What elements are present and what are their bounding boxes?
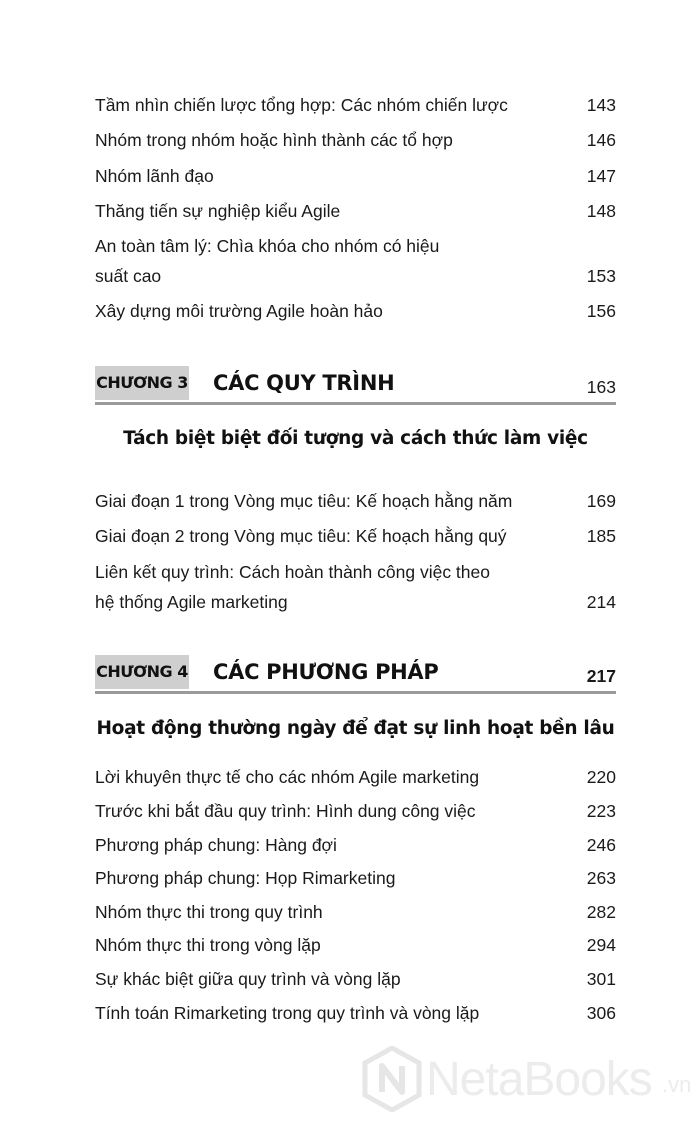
watermark-brand: NetaBooks [426,1053,652,1106]
toc-entry-page: 294 [586,935,616,955]
chapter-title: CÁC PHƯƠNG PHÁP [213,660,439,684]
toc-entry [95,897,616,927]
toc-entry-title: Xây dựng môi trường Agile hoàn hảo [95,301,383,321]
toc-entry [95,521,616,551]
toc-entry [95,231,616,291]
toc-entry-title: Trước khi bắt đầu quy trình: Hình dung công việc [95,801,476,821]
toc-entry-title: Nhóm trong nhóm hoặc hình thành các tổ hợp [95,130,453,150]
watermark-suffix: .vn [662,1072,692,1097]
toc-entry-title: Tầm nhìn chiến lược tổng hợp: Các nhóm chiến lược [95,95,508,115]
chapter-label: CHƯƠNG 3 [95,366,189,400]
toc-entry-page: 220 [586,767,616,787]
toc-entry [95,830,616,860]
netabooks-logo-icon [362,1046,422,1117]
toc-entry-page: 148 [586,201,616,221]
toc-entry-page: 301 [586,969,616,989]
toc-entry-page: 153 [586,266,616,286]
toc-entry-page: 185 [586,526,616,546]
toc-entry [95,796,616,826]
toc-entry-page: 282 [586,902,616,922]
toc-entry [95,930,616,960]
toc-entry-title: Nhóm lãnh đạo [95,166,214,186]
toc-entry-title: Phương pháp chung: Hàng đợi [95,835,337,855]
toc-entry-title: Tính toán Rimarketing trong quy trình và vòng lặp [95,1003,480,1023]
toc-entry-title: Giai đoạn 2 trong Vòng mục tiêu: Kế hoạch hằng quý [95,526,507,546]
toc-entry [95,557,616,617]
toc-entry-title: Lời khuyên thực tế cho các nhóm Agile marketing [95,767,480,787]
chapter-label: CHƯƠNG 4 [95,655,189,689]
toc-entry-title: Nhóm thực thi trong quy trình [95,902,323,922]
toc-entry-title: Giai đoạn 1 trong Vòng mục tiêu: Kế hoạch hằng năm [95,491,513,511]
toc-entry-page: 214 [586,592,616,612]
toc-entry [95,296,616,326]
toc-entry [95,863,616,893]
toc-entry-page: 306 [586,1003,616,1023]
toc-entry-page: 146 [586,130,616,150]
toc-entry [95,161,616,191]
toc-entry [95,125,616,155]
toc-entry [95,486,616,516]
chapter-4-subtitle: Hoạt động thường ngày để đạt sự linh hoạt bền lâu [96,718,615,739]
toc-entry-title-line2: suất cao [95,266,162,286]
toc-entry [95,998,616,1028]
toc-entry-page: 143 [586,95,616,115]
chapter-3-header [95,366,616,405]
toc-entry-title: Phương pháp chung: Họp Rimarketing [95,868,396,888]
toc-entry [95,196,616,226]
toc-entry-page: 263 [586,868,616,888]
toc-entry-title: Nhóm thực thi trong vòng lặp [95,935,321,955]
netabooks-watermark [362,1046,692,1116]
toc-entry-page: 246 [586,835,616,855]
chapter-page: 163 [586,377,616,397]
toc-entry [95,762,616,792]
toc-entry-title-line1: Liên kết quy trình: Cách hoàn thành công việc theo [95,562,490,582]
toc-entry-page: 147 [586,166,616,186]
toc-entry-page: 156 [586,301,616,321]
toc-entry-title-line2: hệ thống Agile marketing [95,592,288,612]
toc-entry-page: 223 [586,801,616,821]
toc-entry-page: 169 [586,491,616,511]
chapter-page: 217 [586,666,616,686]
toc-entry-title-line1: An toàn tâm lý: Chìa khóa cho nhóm có hiệu [95,236,440,256]
toc-entry [95,964,616,994]
chapter-4-header [95,655,616,694]
toc-entry-title: Thăng tiến sự nghiệp kiểu Agile [95,201,341,221]
toc-entry-title: Sự khác biệt giữa quy trình và vòng lặp [95,969,401,989]
chapter-3-subtitle: Tách biệt biệt đối tượng và cách thức làm việc [123,428,588,449]
chapter-title: CÁC QUY TRÌNH [213,371,395,395]
toc-entry [95,90,616,120]
